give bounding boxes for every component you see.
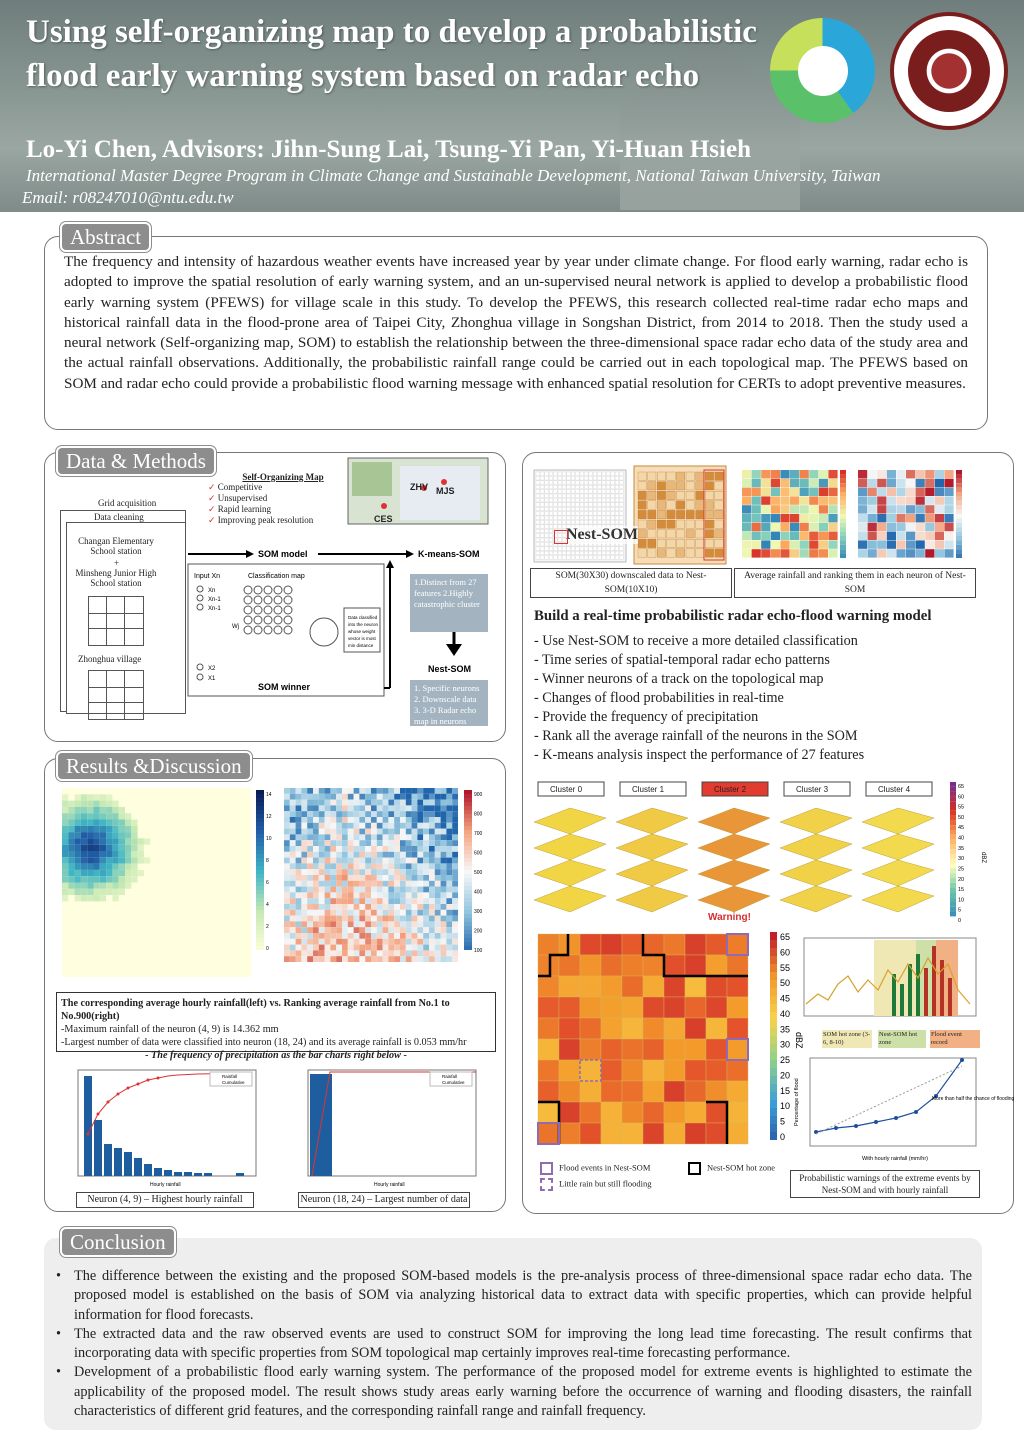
- som-feature-1: ✓ Competitive: [208, 482, 263, 492]
- cb-a-tick: 6: [266, 880, 269, 886]
- data-cleaning-label: Data cleaning: [94, 512, 144, 522]
- warning-label: Warning!: [708, 912, 751, 923]
- cluster-layer: [534, 860, 606, 886]
- poster-title: Using self-organizing map to develop a probabilistic flood early warning system based on radar echo: [26, 14, 757, 94]
- svg-text:Rainfall: Rainfall: [442, 1074, 458, 1079]
- bullet-1: - Use Nest-SOM to receive a more detailed classification: [534, 633, 858, 649]
- cluster-label: Cluster 2: [714, 785, 747, 794]
- cluster-layer: [616, 860, 688, 886]
- flood-cb-tick: 30: [780, 1039, 791, 1050]
- conclusion-heading: Conclusion: [60, 1227, 176, 1257]
- legend-right-box: [822, 1030, 982, 1054]
- bullet-7: - K-means analysis inspect the performance of 27 features: [534, 747, 865, 763]
- cb-a-tick: 14: [266, 792, 272, 798]
- nest-caption-1: SOM(30X30) downscaled data to Nest-SOM(10X10): [530, 568, 732, 598]
- svg-text:Xn: Xn: [208, 588, 216, 594]
- input-label: Input Xn: [194, 573, 221, 580]
- cluster-colorbar: [948, 782, 988, 922]
- flood-cb-tick: 10: [780, 1101, 791, 1112]
- authors: Lo-Yi Chen, Advisors: Jihn-Sung Lai, Tsung-Yi Pan, Yi-Huan Hsieh: [26, 136, 751, 163]
- cb-b-tick: 100: [474, 948, 483, 954]
- bullet-5: - Provide the frequency of precipitation: [534, 709, 759, 725]
- cluster-layer: [780, 808, 852, 834]
- cluster-cb-tick: 35: [958, 845, 965, 852]
- bullet-6: - Rank all the average rainfall of the neurons in the SOM: [534, 728, 858, 744]
- cb-b-tick: 500: [474, 870, 483, 876]
- cluster-layer: [780, 860, 852, 886]
- cluster-layer: [862, 834, 934, 860]
- cluster-layer: [862, 886, 934, 912]
- average-rainfall-colorbar: [254, 790, 278, 960]
- cluster-layer: [616, 886, 688, 912]
- cluster-layer: [534, 834, 606, 860]
- legend-little-rain: Little rain but still flooding: [540, 1178, 652, 1191]
- station-plus: +: [114, 558, 120, 568]
- svg-text:Data classified: Data classified: [348, 615, 378, 620]
- cb-b-tick: 200: [474, 928, 483, 935]
- cluster-layer: [534, 886, 606, 912]
- kmeans-label: K-means-SOM: [418, 549, 480, 559]
- som-30x30-map: [534, 470, 626, 562]
- svg-text:into the neuron: into the neuron: [348, 622, 379, 627]
- flood-cb-tick: 20: [780, 1070, 791, 1081]
- cb-b-tick: 900: [474, 792, 483, 798]
- cluster-layer: [862, 860, 934, 886]
- nest-som-flow-label: Nest-SOM: [428, 664, 472, 674]
- cb-b-tick: 600: [474, 850, 483, 857]
- email: Email: r08247010@ntu.edu.tw: [22, 188, 234, 207]
- grid-acquisition-label: Grid acquisition: [98, 498, 157, 508]
- legend-nest-hot: Nest-SOM hot zone: [878, 1030, 926, 1048]
- cluster-cb-tick: 15: [958, 887, 965, 894]
- legend-flood-record: Flood event record: [930, 1030, 980, 1048]
- results-line-1: -Maximum rainfall of the neuron (4, 9) is 14.362 mm: [61, 1024, 279, 1035]
- results-heading: Results &Discussion: [56, 751, 252, 781]
- cluster-cb-tick: 45: [958, 825, 965, 832]
- cluster-cb-tick: 50: [958, 814, 965, 821]
- som-model-label: SOM model: [258, 549, 308, 559]
- svg-text:Rainfall: Rainfall: [222, 1074, 238, 1079]
- weight-label: Wj: [232, 624, 239, 630]
- cb-a-tick: 0: [266, 946, 269, 952]
- cb-b-tick: 800: [474, 811, 483, 818]
- nest-som-flood-map: [530, 930, 766, 1152]
- svg-text:X1: X1: [208, 676, 216, 682]
- conclusion-item-3: • Development of a probabilistic flood early warning system. The performance of the proposed model for extreme events is highlighted to estimate the applicability of the proposed model. The result shows study areas early warning before the occurrence of warning and flooding disasters, the rainfall characteristics of different grid features, and the corresponding rainfall range and rainfall frequency.: [54, 1363, 972, 1421]
- svg-text:Percentage of flood: Percentage of flood: [794, 1078, 800, 1126]
- results-caption-title: The corresponding average hourly rainfall(left) vs. Ranking average rainfall from No.1 to No.900(right): [61, 998, 450, 1022]
- cluster-3d-maps: [530, 780, 950, 926]
- svg-text:Cumulative: Cumulative: [222, 1080, 245, 1085]
- flood-cb-tick: 45: [780, 993, 791, 1004]
- results-line-3: - The frequency of precipitation as the bar charts right below -: [145, 1050, 407, 1061]
- probability-curve-chart: [792, 1056, 1015, 1166]
- kmeans-notes: 1.Distinct from 27 features 2.Highly catastrophic cluster: [410, 574, 488, 632]
- cluster-cb-tick: 0: [958, 918, 962, 924]
- cb-a-tick: 2: [266, 924, 269, 930]
- university-seal-logo: [890, 12, 1008, 130]
- station-1: Changan Elementary School station: [78, 536, 154, 556]
- affiliation: International Master Degree Program in Climate Change and Sustainable Development, National Taiwan University, Taiwan: [26, 166, 881, 185]
- svg-text:X2: X2: [208, 666, 216, 672]
- flood-cb-tick: 40: [780, 1008, 791, 1019]
- cluster-cb-unit: dBZ: [980, 852, 986, 864]
- cb-a-tick: 8: [266, 858, 269, 864]
- nest-som-selection-box: [554, 530, 568, 544]
- build-model-title: Build a real-time probabilistic radar echo-flood warning model: [534, 608, 932, 624]
- cluster-layer: [862, 808, 934, 834]
- cluster-cb-tick: 20: [958, 876, 965, 883]
- flood-cb-tick: 50: [780, 978, 791, 989]
- cluster-layer: [616, 834, 688, 860]
- svg-text:whose weight: whose weight: [348, 629, 376, 634]
- bullet-3: - Winner neurons of a track on the topological map: [534, 671, 824, 687]
- svg-text:Xn-1: Xn-1: [208, 606, 221, 612]
- cluster-layer: [534, 808, 606, 834]
- cluster-cb-tick: 40: [958, 835, 965, 842]
- ranking-heatmap: [280, 786, 480, 972]
- rainfall-bar-line-chart: [794, 934, 980, 1026]
- radar-grid-cube-1: [88, 596, 144, 646]
- cluster-cb-tick: 55: [958, 804, 965, 811]
- village-label: Zhonghua village: [78, 654, 142, 664]
- results-line-2: -Largest number of data were classified into neuron (18, 24) and its average rainfall is 0.053 mm/hr: [61, 1037, 467, 1048]
- svg-text:Xn-1: Xn-1: [208, 597, 221, 603]
- nest-som-label: Nest-SOM: [566, 526, 638, 543]
- svg-text:Hourly rainfall: Hourly rainfall: [374, 1182, 405, 1188]
- cluster-layer: [698, 886, 770, 912]
- cb-a-tick: 4: [266, 902, 269, 908]
- cluster-layer: [698, 834, 770, 860]
- flood-cb-tick: 60: [780, 947, 791, 958]
- cb-b-tick: 700: [474, 831, 483, 837]
- bullet-2: - Time series of spatial-temporal radar echo patterns: [534, 652, 830, 668]
- cluster-label: Cluster 4: [878, 785, 911, 794]
- flood-cb-tick: 65: [780, 932, 791, 942]
- average-rainfall-heatmap: [56, 786, 272, 972]
- map-label-mjs: MJS: [436, 486, 455, 496]
- flood-legend: [540, 1162, 780, 1192]
- cb-a-tick: 12: [266, 814, 272, 820]
- som-feature-2: ✓ Unsupervised: [208, 493, 268, 503]
- map-label-ces: CES: [374, 514, 393, 524]
- results-caption-box: [56, 992, 496, 1061]
- conclusion-item-1: • The difference between the existing and the proposed SOM-based models is the pre-analysis process of three-dimensional space radar echo data. The proposed model is established on the basis of SOM via analyzing historical data to extract data with specific properties, which can provide helpful information for flood forecasts.: [54, 1267, 972, 1325]
- legend-som-hot: SOM hot zone (3-6, 8-10): [823, 1031, 871, 1046]
- nest-som-notes: 1. Specific neurons 2. Downscale data 3. 3-D Radar echo map in neurons: [410, 680, 488, 726]
- svg-text:Hourly rainfall: Hourly rainfall: [150, 1182, 181, 1188]
- bullet-4: - Changes of flood probabilities in real-time: [534, 690, 784, 706]
- legend-flood-events: Flood events in Nest-SOM: [540, 1162, 650, 1175]
- cb-a-tick: 10: [266, 836, 272, 842]
- histogram-neuron-18-24: [290, 1064, 490, 1190]
- cluster-label: Cluster 0: [550, 785, 583, 794]
- cb-b-tick: 300: [474, 909, 483, 915]
- conclusion-item-2: • The extracted data and the raw observed events are used to construct SOM for improving the long lead time forecasting. The result confirms that incorporating data with specific properties from SOM topological map certainly improves real-time forecasting performance.: [54, 1325, 972, 1364]
- cluster-layer: [698, 808, 770, 834]
- som-winner-label: SOM winner: [258, 682, 311, 692]
- flood-cb-unit: dBZ: [794, 1032, 804, 1049]
- radar-grid-cube-2: [88, 670, 144, 720]
- hist2-caption: Neuron (18, 24) – Largest number of data: [298, 1192, 470, 1208]
- som-title: Self-Organizing Map: [242, 472, 324, 482]
- nest-rainfall-table: [734, 466, 846, 562]
- svg-text:Cumulative: Cumulative: [442, 1080, 465, 1085]
- svg-text:min distance: min distance: [348, 643, 374, 648]
- methods-heading: Data & Methods: [56, 446, 216, 476]
- cluster-layer: [780, 886, 852, 912]
- ranking-colorbar: [462, 790, 494, 960]
- cluster-cb-tick: 10: [958, 897, 965, 904]
- nest-ranking-table: [850, 466, 976, 562]
- flood-cb-tick: 35: [780, 1024, 791, 1035]
- abstract-heading: Abstract: [60, 222, 151, 252]
- cluster-layer: [698, 860, 770, 886]
- program-logo: [770, 18, 875, 123]
- hist1-caption: Neuron (4, 9) – Highest hourly rainfall: [76, 1192, 254, 1208]
- cluster-label: Cluster 1: [632, 785, 665, 794]
- som-feature-3: ✓ Rapid learning: [208, 504, 272, 514]
- cluster-cb-tick: 60: [958, 794, 965, 801]
- flood-cb-tick: 0: [780, 1132, 786, 1142]
- flood-cb-tick: 25: [780, 1055, 791, 1066]
- classification-map-label: Classification map: [248, 573, 305, 580]
- header-banner: [0, 0, 1024, 212]
- probability-caption: Probabilistic warnings of the extreme events by Nest-SOM and with hourly rainfall: [790, 1170, 980, 1198]
- legend-hot-zone: Nest-SOM hot zone: [688, 1162, 775, 1175]
- conclusion-list: [54, 1267, 972, 1421]
- build-model-bullets: [534, 632, 954, 765]
- cb-b-tick: 400: [474, 889, 483, 896]
- svg-text:With hourly rainfall (mm/hr): With hourly rainfall (mm/hr): [862, 1156, 929, 1162]
- nest-caption-2: Average rainfall and ranking them in each neuron of Nest-SOM: [734, 568, 976, 598]
- svg-text:vector is most: vector is most: [348, 636, 376, 641]
- cluster-cb-tick: 65: [958, 784, 965, 790]
- flood-cb-tick: 15: [780, 1085, 791, 1096]
- cluster-cb-tick: 30: [958, 856, 965, 863]
- cluster-label: Cluster 3: [796, 785, 829, 794]
- svg-text:More than half the chance of f: More than half the chance of flooding: [932, 1096, 1015, 1102]
- nest-som-zoom: [634, 466, 726, 564]
- flood-cb-tick: 55: [780, 962, 791, 973]
- cluster-layer: [616, 808, 688, 834]
- station-2: Minsheng Junior High School station: [75, 568, 157, 588]
- cluster-cb-tick: 25: [958, 866, 965, 873]
- flood-cb-tick: 5: [780, 1116, 786, 1127]
- map-label-zhv: ZHV: [410, 482, 428, 492]
- cluster-layer: [780, 834, 852, 860]
- cluster-cb-tick: 5: [958, 907, 962, 914]
- histogram-neuron-4-9: [60, 1064, 268, 1190]
- som-feature-4: ✓ Improving peak resolution: [208, 515, 314, 525]
- abstract-text: The frequency and intensity of hazardous weather events have increased year by year under climate change. For flood early warning, radar echo is adopted to improve the spatial resolution of early warning system, and an un-supervised neural network is applied to develop a probabilistic flood early warning system (PFEWS) for village scale in this study. To develop the PFEWS, this research collected real-time radar echo maps and historical rainfall data in the flood-prone area of Taipei City, Zhonghua village in Songshan District, from 2014 to 2018. Then the study used a neural network (Self-organizing map, SOM) to establish the relationship between the three-dimensional space radar echo data of the study area and the actual rainfall observations. Additionally, the probabilistic rainfall range could be carried out in each topological map. The PFEWS based on SOM and radar echo could provide a probabilistic flood warning message with enhanced spatial resolution for CERTs to adopt preventive measures.: [64, 253, 968, 392]
